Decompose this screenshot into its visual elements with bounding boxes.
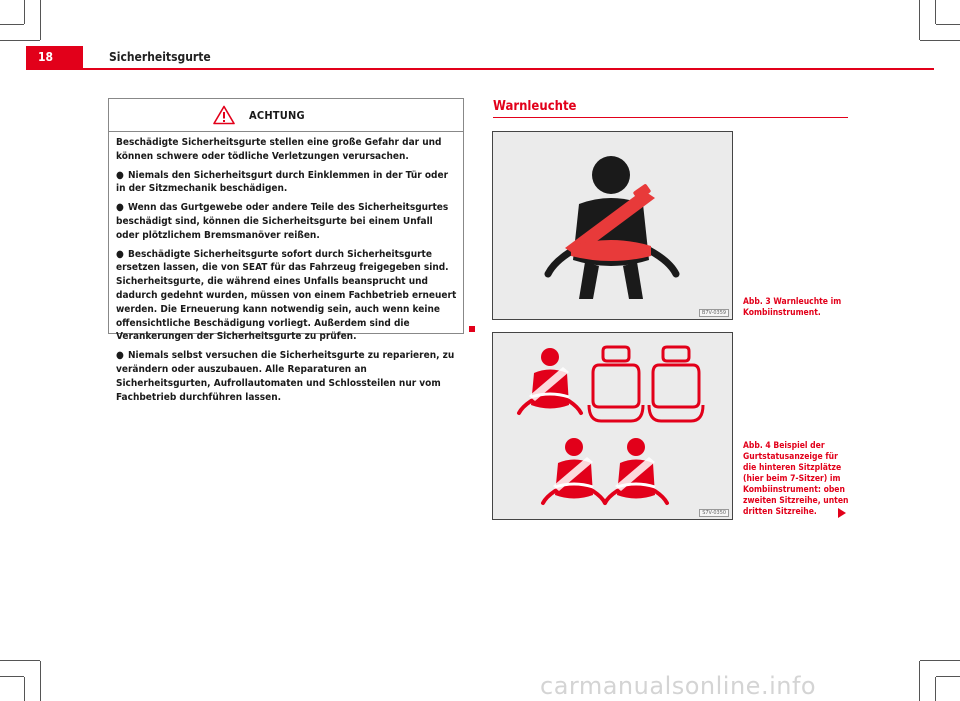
crop-mark: [24, 677, 25, 701]
crop-mark: [40, 661, 41, 701]
crop-mark: [935, 0, 936, 24]
crop-mark: [24, 0, 25, 24]
crop-mark: [920, 40, 960, 41]
warning-bullet: ● Wenn das Gurtgewebe oder andere Teile des Sicherheitsgurtes beschädigt sind, können die Sicherheitsgurte bei einem Unfall oder plötzlichem Bremsmanöver reißen.: [116, 202, 449, 241]
warning-triangle-icon: [213, 105, 235, 125]
crop-mark: [935, 677, 936, 701]
empty-seat-icon: [649, 347, 703, 421]
continue-arrow-icon: [838, 508, 846, 518]
crop-mark: [919, 661, 920, 701]
figure-caption: Abb. 3 Warnleuchte im Kombiinstrument.: [743, 297, 842, 318]
chapter-title: Sicherheitsgurte: [109, 50, 211, 64]
crop-mark: [936, 676, 960, 677]
crop-mark: [40, 0, 41, 40]
warning-intro: Beschädigte Sicherheitsgurte stellen eine große Gefahr dar und können schwere oder tödliche Verletzungen verursachen.: [116, 137, 442, 162]
header-rule: [26, 68, 934, 70]
warning-bullet: ● Beschädigte Sicherheitsgurte sofort durch Sicherheitsgurte ersetzen lassen, die von SEAT für das Fahrzeug freigegeben sind. Sicherheitsgurte, die während eines Unfalls beansprucht und dadurch gedehnt wurden, müssen von einem Fachbetrieb erneuert werden. Die Erneuerung kann notwendig sein, auch wenn keine offensichtliche Beschädigung vorliegt. Außerdem sind die Verankerungen der Sicherheitsgurte zu prüfen.: [116, 248, 457, 343]
warning-bullet: ● Niemals den Sicherheitsgurt durch Einklemmen in der Tür oder in der Sitzmechanik beschädigen.: [116, 169, 449, 195]
figure-warning-lamp: [492, 131, 733, 320]
occupied-seat-icon: [519, 348, 581, 413]
empty-seat-icon: [589, 347, 643, 421]
crop-mark: [0, 40, 40, 41]
belt-status-display-icon: [493, 333, 733, 520]
warning-header: [109, 99, 463, 132]
crop-mark: [0, 24, 24, 25]
crop-mark: [0, 676, 24, 677]
warning-body: [109, 132, 463, 404]
watermark: carmanualsonline.info: [540, 672, 817, 700]
crop-mark: [936, 24, 960, 25]
section-rule: [493, 117, 848, 118]
section-title: Warnleuchte: [493, 99, 577, 114]
warning-title: ACHTUNG: [249, 109, 305, 122]
occupied-seat-icon: [605, 438, 667, 503]
figure-code: S7V-0350: [699, 509, 729, 517]
warning-box: [108, 98, 464, 403]
figure-code: B7V-0359: [699, 309, 729, 317]
crop-mark: [0, 660, 40, 661]
section-end-marker: [469, 326, 475, 332]
page-number-box: [26, 46, 83, 69]
seatbelt-warning-icon: [493, 132, 733, 320]
figure-caption: Abb. 4 Beispiel der Gurtstatusanzeige für die hinteren Sitzplätze (hier beim 7-Sitzer) im Kombiinstrument: oben zweiten Sitzreihe, unten dritten Sitzreihe.: [743, 441, 849, 517]
crop-mark: [919, 0, 920, 40]
figure-belt-status: [492, 332, 733, 520]
warning-bullet: ● Niemals selbst versuchen die Sicherheitsgurte zu reparieren, zu verändern oder auszubauen. Alle Reparaturen an Sicherheitsgurten, Aufrollautomaten und Schlossteilen nur vom Fachbetrieb durchführen lassen.: [116, 350, 455, 403]
page-number: 18: [38, 50, 54, 64]
occupied-seat-icon: [543, 438, 605, 503]
crop-mark: [920, 660, 960, 661]
